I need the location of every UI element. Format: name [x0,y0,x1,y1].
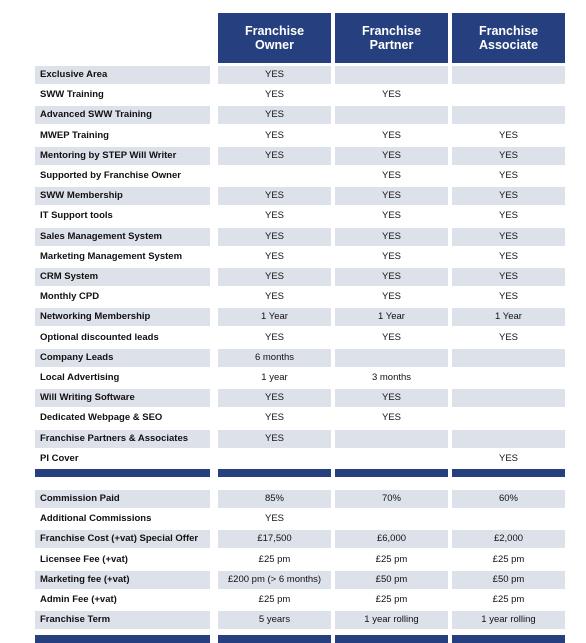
cell-owner: YES [218,106,331,124]
cell-associate: £2,000 [452,530,565,548]
cell-partner: 3 months [371,372,412,383]
cell-associate: £25 pm [492,594,525,605]
cell-associate: £25 pm [492,553,525,565]
table-row [35,187,570,205]
cell-owner: 5 years [218,611,331,629]
cell-owner: YES [264,331,284,343]
cell-associate: YES [452,147,565,165]
table-row [35,349,570,367]
table-row [35,591,570,609]
table-row [35,106,570,124]
row-label: Licensee Fee (+vat) [40,553,128,565]
table-row [35,510,570,528]
cell-partner [335,66,448,84]
cell-associate: YES [452,187,565,205]
cell-owner: YES [264,89,284,101]
cell-partner [335,430,448,448]
cell-partner: YES [335,147,448,165]
cell-owner: YES [264,129,284,141]
table-row [35,288,570,306]
cell-associate: YES [498,331,518,343]
cell-owner: YES [264,210,284,222]
cell-associate: 1 Year [452,308,565,326]
row-label: Exclusive Area [35,66,210,84]
cell-partner [335,510,448,528]
row-label: SWW Membership [35,187,210,205]
row-label: Mentoring by STEP Will Writer [35,147,210,165]
table-row [35,369,570,387]
cell-partner [335,450,448,468]
cell-owner: YES [218,268,331,286]
table-header [35,13,570,63]
cell-owner: YES [264,412,284,424]
cell-associate: YES [498,129,518,141]
cell-owner: YES [218,147,331,165]
cell-partner: £25 pm [375,553,408,565]
cell-partner: YES [335,389,448,407]
row-label: Franchise Partners & Associates [35,430,210,448]
cell-associate: YES [452,228,565,246]
cell-owner: £25 pm [258,594,291,605]
table-row [35,127,570,145]
row-label: Advanced SWW Training [35,106,210,124]
cell-partner: £6,000 [335,530,448,548]
cell-partner: YES [335,268,448,286]
table-row [35,450,570,468]
cell-associate [452,369,565,387]
cell-partner [335,106,448,124]
cell-partner: YES [335,187,448,205]
table-row [35,268,570,286]
row-label: Admin Fee (+vat) [40,594,117,605]
cell-owner: 85% [218,490,331,508]
row-label: Marketing fee (+vat) [35,571,210,589]
row-label: Franchise Term [35,611,210,629]
cell-owner: YES [218,187,331,205]
cell-owner: £25 pm [258,553,291,565]
table-row [35,86,570,104]
table-row [35,551,570,569]
table-row [35,147,570,165]
row-label: Company Leads [35,349,210,367]
row-label: Monthly CPD [40,291,100,303]
cell-partner: YES [335,228,448,246]
row-label: SWW Training [40,89,104,101]
cell-partner: 1 Year [335,308,448,326]
cell-partner: YES [381,170,401,181]
table-row [35,167,570,185]
cell-associate: YES [498,291,518,303]
table-row [35,66,570,84]
cell-owner: YES [218,228,331,246]
row-label: Additional Commissions [40,513,152,525]
row-label: PI Cover [40,452,79,464]
cell-associate: YES [498,452,518,464]
table-row [35,207,570,225]
cell-owner: YES [264,513,284,525]
row-label: CRM System [35,268,210,286]
cell-owner: YES [218,66,331,84]
cell-associate [452,66,565,84]
cell-partner [335,349,448,367]
row-label: IT Support tools [40,210,113,222]
cell-associate [452,430,565,448]
cell-associate [452,389,565,407]
row-label: MWEP Training [40,129,109,141]
column-header-partner: Franchise Partner [335,13,448,63]
table-row [35,228,570,246]
cell-owner: £200 pm (> 6 months) [218,571,331,589]
cell-associate: £50 pm [452,571,565,589]
table-row [35,308,570,326]
cell-partner: £25 pm [375,594,408,605]
table-row [35,430,570,448]
cell-associate [452,409,565,427]
cell-partner: YES [381,412,401,424]
row-label: Local Advertising [40,372,120,383]
cell-associate: YES [498,170,518,181]
cell-partner: YES [381,331,401,343]
cell-associate [452,349,565,367]
row-label: Networking Membership [35,308,210,326]
cell-partner: YES [381,291,401,303]
comparison-table [35,13,570,626]
table-row [35,248,570,266]
table-row [35,611,570,629]
column-header-owner: Franchise Owner [218,13,331,63]
cell-associate: 60% [452,490,565,508]
row-label: Dedicated Webpage & SEO [40,412,163,424]
cell-owner: 1 Year [218,308,331,326]
cell-owner: 1 year [261,372,288,383]
cell-owner: YES [218,389,331,407]
table-row [35,530,570,548]
table-row [35,409,570,427]
cell-owner [218,167,331,185]
cell-owner: YES [218,430,331,448]
row-label: Franchise Cost (+vat) Special Offer [35,530,210,548]
cell-partner: 1 year rolling [335,611,448,629]
cell-associate [452,106,565,124]
section-divider [35,469,570,477]
table-row [35,329,570,347]
table-row [35,389,570,407]
cell-owner: 6 months [218,349,331,367]
row-label: Marketing Management System [40,250,183,262]
cell-partner: YES [381,89,401,101]
row-label: Commission Paid [35,490,210,508]
cell-partner: YES [381,129,401,141]
cell-associate: YES [498,250,518,262]
cell-partner: YES [381,210,401,222]
table-row [35,490,570,508]
cell-associate [452,86,565,104]
row-label: Sales Management System [35,228,210,246]
cell-associate: 1 year rolling [452,611,565,629]
cell-owner: YES [264,291,284,303]
column-header-associate: Franchise Associate [452,13,565,63]
cell-associate [452,510,565,528]
cell-owner [218,450,331,468]
cell-owner: YES [264,250,284,262]
table-row [35,571,570,589]
row-label: Will Writing Software [35,389,210,407]
cell-associate: YES [498,210,518,222]
row-label: Optional discounted leads [40,331,159,343]
cell-partner: £50 pm [335,571,448,589]
cell-partner: 70% [335,490,448,508]
cell-owner: £17,500 [218,530,331,548]
cell-partner: YES [381,250,401,262]
row-label: Supported by Franchise Owner [40,170,181,181]
cell-associate: YES [452,268,565,286]
